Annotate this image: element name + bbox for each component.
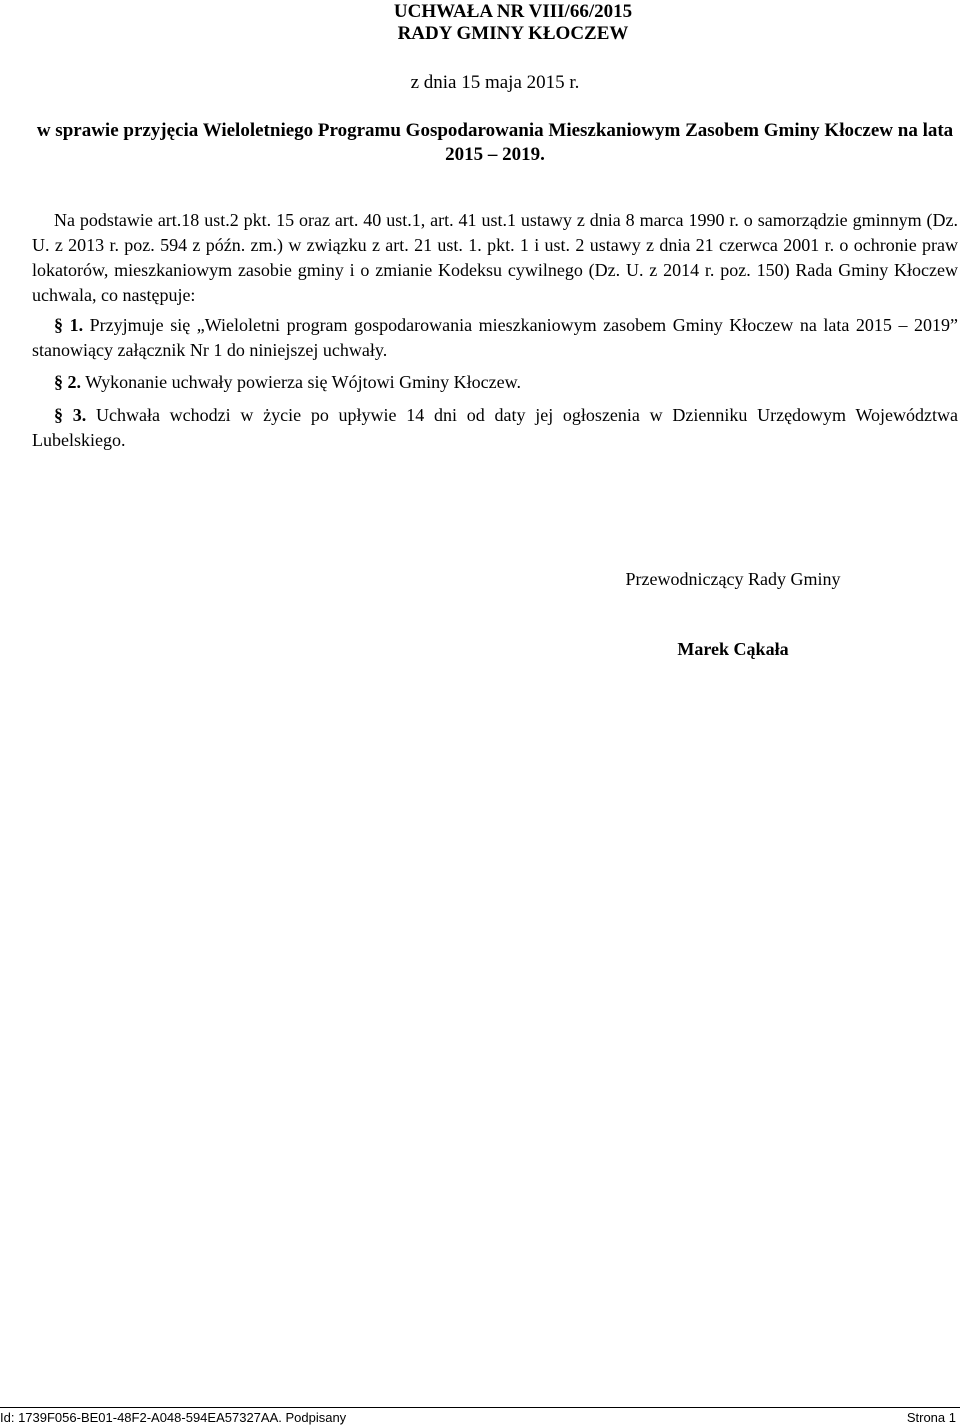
legal-basis-paragraph: Na podstawie art.18 ust.2 pkt. 15 oraz art. 40 ust.1, art. 41 ust.1 ustawy z dnia 8 marca 1990 r. o samorządzie gminnym (Dz. U. z 2013 r. poz. 594 z późn. zm.) w związku z art. 21 ust. 1. pkt. 1 i ust. 2 ustawy z dnia 21 czerwca 2001 r. o ochronie praw lokatorów, mieszkaniowym zasobie gminy i o zmianie Kodeksu cywilnego (Dz. U. z 2014 r. poz. 150) Rada Gminy Kłoczew uchwala, co następuje: [32, 210, 958, 305]
resolution-title: UCHWAŁA NR VIII/66/2015 [393, 1, 633, 22]
section-paragraph-2 [32, 370, 958, 395]
section-number: § 1. [54, 315, 84, 335]
section-number: § 3. [54, 405, 87, 425]
section-number: § 2. [54, 372, 81, 392]
resolution-date: z dnia 15 maja 2015 r. [410, 72, 580, 93]
section-text: Wykonanie uchwały powierza się Wójtowi Gminy Kłoczew. [85, 372, 521, 392]
signatory-role: Przewodniczący Rady Gminy [625, 569, 841, 589]
section-paragraph-3 [32, 403, 958, 453]
resolution-subject: w sprawie przyjęcia Wieloletniego Programu Gospodarowania Mieszkaniowym Zasobem Gminy Kłoczew na lata 2015 – 2019. [36, 120, 954, 165]
section-text: Przyjmuje się „Wieloletni program gospodarowania mieszkaniowym zasobem Gminy Kłoczew na lata 2015 – 2019” stanowiący załącznik Nr 1 do niniejszej uchwały. [32, 315, 959, 360]
signatory-name: Marek Cąkała [677, 639, 789, 659]
footer-divider [0, 1407, 960, 1408]
section-text: Uchwała wchodzi w życie po upływie 14 dni od daty jej ogłoszenia w Dzienniku Urzędowym Województwa Lubelskiego. [32, 405, 958, 450]
section-paragraph-1 [32, 313, 958, 363]
council-name: RADY GMINY KŁOCZEW [397, 23, 629, 44]
document-id: Id: 1739F056-BE01-48F2-A048-594EA57327AA. Podpisany [0, 1410, 347, 1425]
page-number: Strona 1 [906, 1410, 956, 1425]
